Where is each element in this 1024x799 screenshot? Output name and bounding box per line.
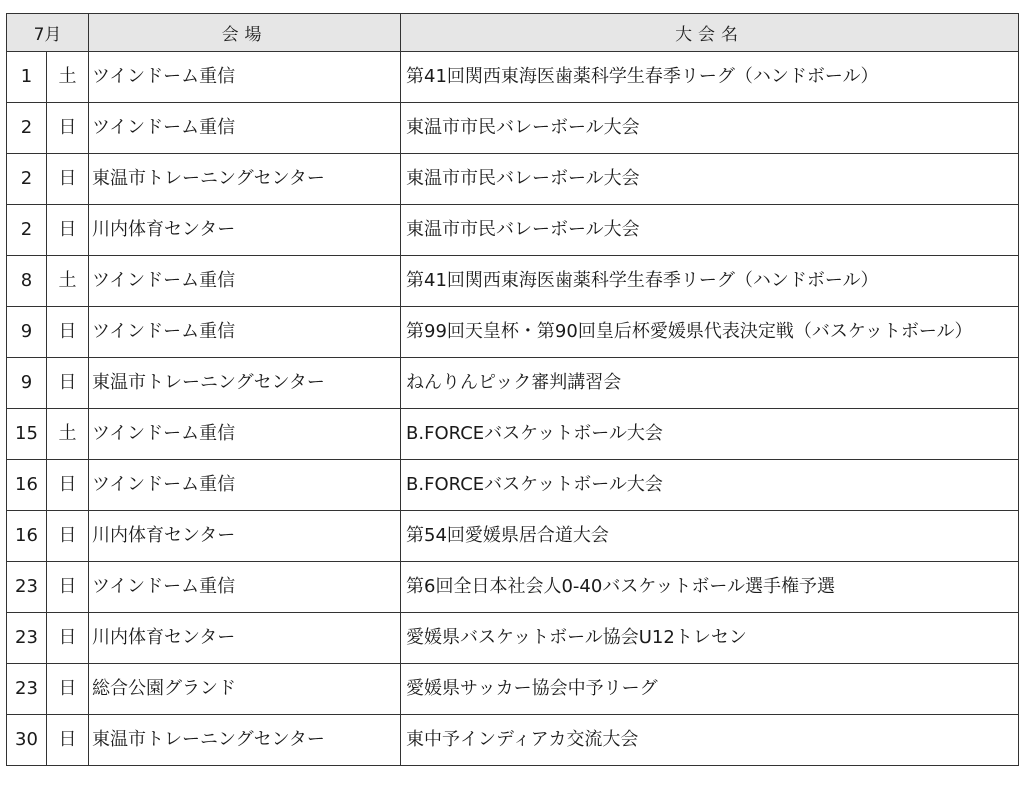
table-row: [7, 511, 1019, 562]
table-body: [7, 52, 1019, 766]
venue-cell: 川内体育センター: [89, 205, 401, 256]
weekday-cell: 日: [47, 205, 89, 256]
event-name-cell: [401, 256, 1019, 307]
event-name-text: 第99回天皇杯・第90回皇后杯愛媛県代表決定戦（バスケットボール）: [406, 321, 973, 342]
venue-cell: ツインドーム重信: [89, 307, 401, 358]
venue-cell: ツインドーム重信: [89, 52, 401, 103]
event-name-cell: [401, 715, 1019, 766]
event-name-text: 愛媛県サッカー協会中予リーグ: [406, 678, 658, 699]
weekday-cell: 日: [47, 460, 89, 511]
event-name-cell: [401, 409, 1019, 460]
event-name-text: 東温市市民バレーボール大会: [406, 219, 640, 240]
day-cell: 15: [7, 409, 47, 460]
venue-cell: ツインドーム重信: [89, 103, 401, 154]
weekday-cell: 土: [47, 256, 89, 307]
table-row: [7, 358, 1019, 409]
venue-cell: 東温市トレーニングセンター: [89, 154, 401, 205]
day-cell: 23: [7, 613, 47, 664]
event-name-text: 第41回関西東海医歯薬科学生春季リーグ（ハンドボール）: [406, 270, 879, 291]
weekday-cell: 土: [47, 409, 89, 460]
event-schedule-table: [6, 13, 1019, 766]
table-row: [7, 103, 1019, 154]
venue-cell: 川内体育センター: [89, 613, 401, 664]
weekday-cell: 日: [47, 154, 89, 205]
table-row: [7, 52, 1019, 103]
event-name-cell: [401, 205, 1019, 256]
event-name-cell: [401, 154, 1019, 205]
venue-cell: ツインドーム重信: [89, 460, 401, 511]
event-name-text: B.FORCEバスケットボール大会: [406, 423, 663, 444]
table-row: [7, 205, 1019, 256]
event-name-cell: [401, 511, 1019, 562]
table-row: [7, 154, 1019, 205]
event-name-text: 第6回全日本社会人0-40バスケットボール選手権予選: [406, 576, 836, 597]
day-cell: 9: [7, 307, 47, 358]
weekday-cell: 日: [47, 358, 89, 409]
weekday-cell: 日: [47, 613, 89, 664]
event-name-text: B.FORCEバスケットボール大会: [406, 474, 663, 495]
event-name-cell: [401, 460, 1019, 511]
venue-cell: ツインドーム重信: [89, 562, 401, 613]
event-name-header: 大会名: [401, 14, 1019, 52]
event-name-cell: [401, 52, 1019, 103]
event-name-cell: [401, 664, 1019, 715]
table-row: [7, 307, 1019, 358]
table-row: [7, 664, 1019, 715]
weekday-cell: 日: [47, 511, 89, 562]
weekday-cell: 土: [47, 52, 89, 103]
event-name-cell: [401, 307, 1019, 358]
table-row: [7, 256, 1019, 307]
event-name-text: 第41回関西東海医歯薬科学生春季リーグ（ハンドボール）: [406, 66, 879, 87]
event-name-text: 東中予インディアカ交流大会: [406, 729, 639, 750]
day-cell: 23: [7, 562, 47, 613]
day-cell: 30: [7, 715, 47, 766]
table-row: [7, 460, 1019, 511]
event-name-text: ねんりんピック審判講習会: [406, 372, 622, 393]
venue-header: 会場: [89, 14, 401, 52]
weekday-cell: 日: [47, 562, 89, 613]
venue-cell: ツインドーム重信: [89, 409, 401, 460]
venue-cell: ツインドーム重信: [89, 256, 401, 307]
table-row: [7, 715, 1019, 766]
event-name-text: 愛媛県バスケットボール協会U12トレセン: [406, 627, 747, 648]
venue-cell: 総合公園グランド: [89, 664, 401, 715]
event-name-text: 第54回愛媛県居合道大会: [406, 525, 609, 546]
event-name-text: 東温市市民バレーボール大会: [406, 117, 640, 138]
day-cell: 1: [7, 52, 47, 103]
event-name-cell: [401, 562, 1019, 613]
venue-cell: 川内体育センター: [89, 511, 401, 562]
weekday-cell: 日: [47, 307, 89, 358]
event-name-text: 東温市市民バレーボール大会: [406, 168, 640, 189]
day-cell: 16: [7, 460, 47, 511]
day-cell: 9: [7, 358, 47, 409]
weekday-cell: 日: [47, 664, 89, 715]
day-cell: 8: [7, 256, 47, 307]
day-cell: 23: [7, 664, 47, 715]
venue-cell: 東温市トレーニングセンター: [89, 358, 401, 409]
day-cell: 16: [7, 511, 47, 562]
day-cell: 2: [7, 103, 47, 154]
day-cell: 2: [7, 154, 47, 205]
event-name-cell: [401, 613, 1019, 664]
event-name-cell: [401, 103, 1019, 154]
venue-cell: 東温市トレーニングセンター: [89, 715, 401, 766]
month-header: 7月: [7, 14, 89, 52]
table-header-row: [7, 14, 1019, 52]
table-row: [7, 562, 1019, 613]
table-row: [7, 613, 1019, 664]
event-name-cell: [401, 358, 1019, 409]
day-cell: 2: [7, 205, 47, 256]
weekday-cell: 日: [47, 103, 89, 154]
table-row: [7, 409, 1019, 460]
weekday-cell: 日: [47, 715, 89, 766]
